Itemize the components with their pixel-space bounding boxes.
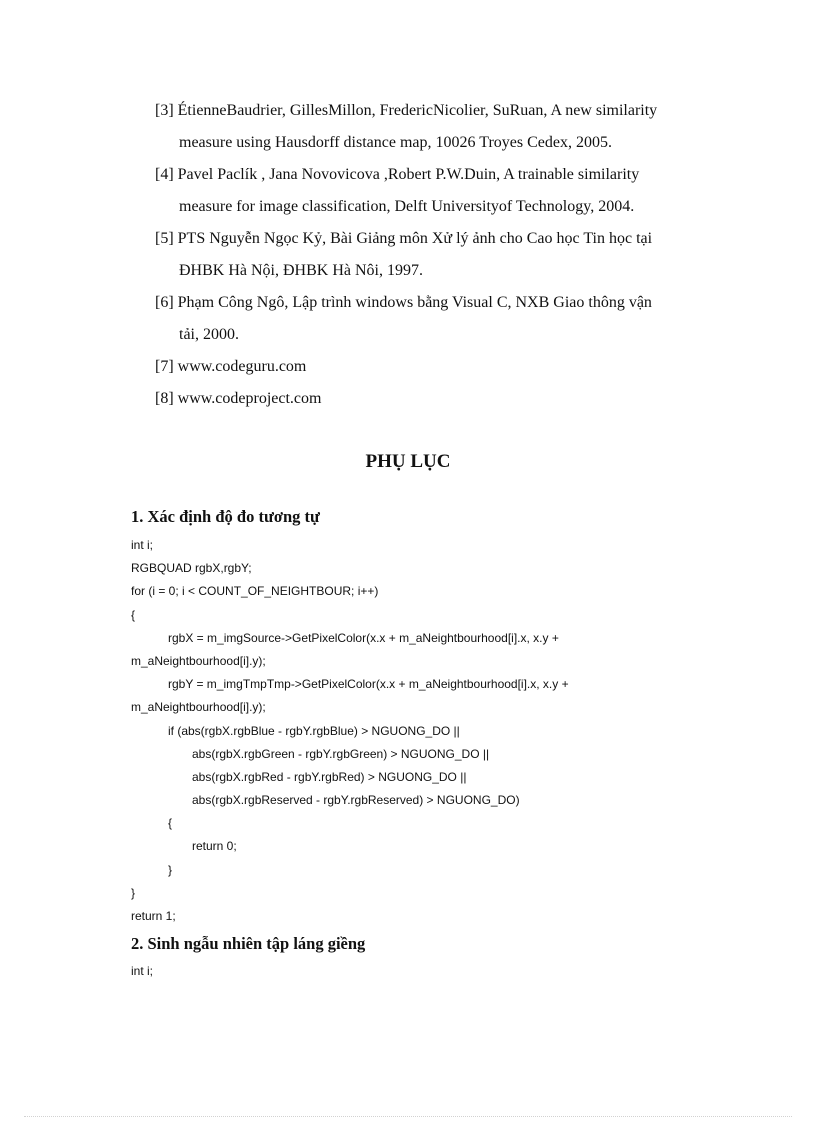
reference-line: tải, 2000.: [179, 326, 239, 343]
reference-item: [155, 351, 715, 383]
code-line: {: [168, 816, 173, 831]
reference-item: [155, 95, 715, 159]
code-line: rgbY = m_imgTmpTmp->GetPixelColor(x.x + m_aNeightbourhood[i].x, x.y +: [168, 677, 569, 692]
appendix-title: PHỤ LỤC: [365, 451, 451, 472]
code-line: RGBQUAD rgbX,rgbY;: [131, 561, 252, 576]
code-line: int i;: [131, 964, 154, 978]
code-block-similarity: [131, 534, 671, 928]
reference-line: [8] www.codeproject.com: [155, 390, 322, 407]
reference-item: [155, 287, 715, 351]
section-heading-random-neighbors: 2. Sinh ngẫu nhiên tập láng giềng: [131, 934, 366, 953]
reference-line: ĐHBK Hà Nội, ĐHBK Hà Nôi, 1997.: [179, 262, 423, 279]
code-line: int i;: [131, 538, 154, 552]
reference-item: [155, 383, 715, 415]
reference-line: measure using Hausdorff distance map, 10026 Troyes Cedex, 2005.: [179, 134, 612, 151]
reference-line: [4] Pavel Paclík , Jana Novovicova ,Robert P.W.Duin, A trainable similarity: [155, 166, 640, 183]
page-bottom-divider: [24, 1116, 792, 1117]
reference-line: measure for image classification, Delft Universityof Technology, 2004.: [179, 198, 635, 215]
reference-list: [155, 95, 715, 415]
code-line: abs(rgbX.rgbRed - rgbY.rgbRed) > NGUONG_DO ||: [192, 769, 467, 784]
code-line: m_aNeightbourhood[i].y);: [131, 700, 266, 715]
code-block-random-neighbors: [131, 960, 671, 983]
code-line: abs(rgbX.rgbReserved - rgbY.rgbReserved) > NGUONG_DO): [192, 793, 520, 808]
reference-line: [6] Phạm Công Ngô, Lập trình windows bằng Visual C, NXB Giao thông vận: [155, 294, 652, 311]
reference-item: [155, 159, 715, 223]
code-line: }: [131, 885, 136, 900]
code-line: return 1;: [131, 909, 176, 923]
reference-line: [5] PTS Nguyễn Ngọc Kỷ, Bài Giảng môn Xử lý ảnh cho Cao học Tin học tại: [155, 230, 653, 247]
code-line: rgbX = m_imgSource->GetPixelColor(x.x + m_aNeightbourhood[i].x, x.y +: [168, 630, 559, 645]
section-heading-similarity: 1. Xác định độ đo tương tự: [131, 507, 320, 526]
code-line: for (i = 0; i < COUNT_OF_NEIGHTBOUR; i++): [131, 584, 379, 599]
reference-line: [7] www.codeguru.com: [155, 358, 307, 375]
code-line: {: [131, 607, 136, 622]
code-line: return 0;: [192, 839, 237, 854]
code-line: }: [168, 862, 173, 877]
code-line: if (abs(rgbX.rgbBlue - rgbY.rgbBlue) > NGUONG_DO ||: [168, 723, 460, 738]
code-line: m_aNeightbourhood[i].y);: [131, 653, 266, 668]
reference-line: [3] ÉtienneBaudrier, GillesMillon, FredericNicolier, SuRuan, A new similarity: [155, 102, 658, 119]
reference-item: [155, 223, 715, 287]
code-line: abs(rgbX.rgbGreen - rgbY.rgbGreen) > NGUONG_DO ||: [192, 746, 490, 761]
